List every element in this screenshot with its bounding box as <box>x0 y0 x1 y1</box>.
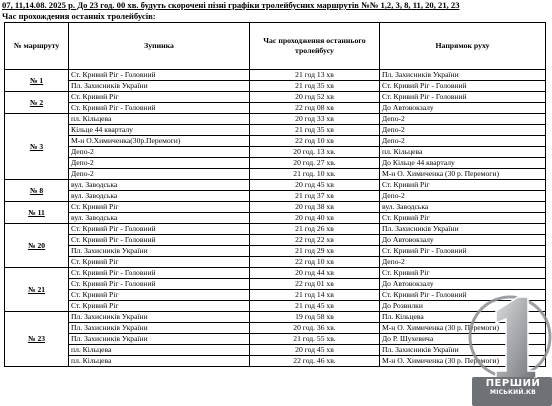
logo-text <box>474 379 552 397</box>
logo-word-miskyi: МІСЬКИЙ.КВ <box>490 389 536 396</box>
time-cell: 22 год 08 хв <box>250 103 380 114</box>
table-row <box>5 224 546 235</box>
time-cell: 20 год 38 хв <box>250 202 380 213</box>
schedule-body <box>5 70 546 367</box>
direction-cell: Депо-2 <box>380 114 546 125</box>
direction-cell: Пл. Захисників України <box>380 224 546 235</box>
direction-cell: Депо-2 <box>380 191 546 202</box>
stop-cell: пл. Кільцева <box>69 356 250 367</box>
stop-cell: пл. Кільцева <box>69 114 250 125</box>
direction-cell: Пл. Захисників України <box>380 70 546 81</box>
route-number-cell: № 1 <box>5 70 69 92</box>
time-cell: 21 год 29 хв <box>250 246 380 257</box>
table-header-row <box>5 23 546 70</box>
route-number-cell: № 3 <box>5 114 69 180</box>
time-cell: 21 год 37 хв <box>250 191 380 202</box>
table-row <box>5 70 546 81</box>
announcement-subtitle: Час прохождения останніх тролейбусів: <box>2 11 156 21</box>
direction-cell: Депо-2 <box>380 136 546 147</box>
stop-cell: Депо-2 <box>69 169 250 180</box>
time-cell: 20 год 52 хв <box>250 92 380 103</box>
direction-cell: Ст. Кривий Ріг <box>380 180 546 191</box>
direction-cell: пл. Кільцева <box>380 147 546 158</box>
direction-cell: М-н О. Химиченка (30 р. Перемоги) <box>380 356 546 367</box>
direction-cell: Депо-2 <box>380 125 546 136</box>
direction-cell: До Автовокзалу <box>380 279 546 290</box>
direction-cell: Ст. Кривий Ріг - Головний <box>380 290 546 301</box>
table-row <box>5 246 546 257</box>
table-row <box>5 235 546 246</box>
direction-cell: До Автовокзалу <box>380 235 546 246</box>
time-cell: 20 год 45 хв <box>250 180 380 191</box>
header-time: Час проходження останнього тролейбусу <box>250 23 380 70</box>
table-row <box>5 147 546 158</box>
logo-word-pershyi: ПЕРШИЙ <box>485 378 541 389</box>
table-row <box>5 257 546 268</box>
table-row <box>5 334 546 345</box>
direction-cell: До Автовокзалу <box>380 103 546 114</box>
table-row <box>5 312 546 323</box>
route-number-cell: № 21 <box>5 268 69 312</box>
route-number-cell: № 23 <box>5 312 69 367</box>
table-row <box>5 301 546 312</box>
table-row <box>5 114 546 125</box>
stop-cell: Ст. Кривий Ріг <box>69 92 250 103</box>
table-row <box>5 169 546 180</box>
time-cell: 20 год 40 хв <box>250 213 380 224</box>
stop-cell: вул. Заводська <box>69 180 250 191</box>
time-cell: 22 год. 46 хв. <box>250 356 380 367</box>
route-number-cell: № 20 <box>5 224 69 268</box>
stop-cell: Кільце 44 кварталу <box>69 125 250 136</box>
stop-cell: М-н О.Химиченка(30р.Перемоги) <box>69 136 250 147</box>
stop-cell: Пл. Захисників України <box>69 334 250 345</box>
header-direction: Напрямок руху <box>380 23 546 70</box>
header-route: № маршруту <box>5 23 69 70</box>
stop-cell: Ст. Кривий Ріг - Головний <box>69 224 250 235</box>
time-cell: 22 год 10 хв <box>250 136 380 147</box>
table-row <box>5 125 546 136</box>
time-cell: 21 год. 55 хв. <box>250 334 380 345</box>
table-row <box>5 180 546 191</box>
table-row <box>5 202 546 213</box>
stop-cell: вул. Заводська <box>69 213 250 224</box>
table-row <box>5 290 546 301</box>
stop-cell: Ст. Кривий Ріг <box>69 257 250 268</box>
time-cell: 20 год. 27 хв. <box>250 158 380 169</box>
table-row <box>5 103 546 114</box>
time-cell: 21 год 35 хв <box>250 125 380 136</box>
stop-cell: вул. Заводська <box>69 191 250 202</box>
direction-cell: До Розвилки <box>380 301 546 312</box>
stop-cell: Ст. Кривий Ріг - Головний <box>69 235 250 246</box>
direction-cell: Депо-2 <box>380 257 546 268</box>
time-cell: 22 год 10 хв <box>250 257 380 268</box>
time-cell: 20 год. 13 хв. <box>250 147 380 158</box>
table-row <box>5 345 546 356</box>
time-cell: 19 год 58 хв <box>250 312 380 323</box>
time-cell: 21 год 26 хв <box>250 224 380 235</box>
direction-cell: М-н О. Химиченка (30 р. Перемоги) <box>380 169 546 180</box>
route-number-cell: № 8 <box>5 180 69 202</box>
direction-cell: Пл. Захисників України <box>380 345 546 356</box>
route-number-cell: № 2 <box>5 92 69 114</box>
table-row <box>5 323 546 334</box>
stop-cell: Ст. Кривий Ріг - Головний <box>69 103 250 114</box>
announcement-title: 07, 11,14.08. 2025 р. До 23 год. 00 хв. будуть скорочені пізні графіки тролейбусних маршрутів №№ 1,2, 3, 8, 11, 20, 21, 23 <box>2 0 460 10</box>
time-cell: 22 год 22 хв <box>250 235 380 246</box>
table-row <box>5 213 546 224</box>
table-row <box>5 268 546 279</box>
direction-cell: До Кільце 44 кварталу <box>380 158 546 169</box>
stop-cell: Пл. Захисників України <box>69 312 250 323</box>
time-cell: 21 год 13 хв <box>250 70 380 81</box>
table-row <box>5 136 546 147</box>
route-number-cell: № 11 <box>5 202 69 224</box>
table-row <box>5 356 546 367</box>
stop-cell: Ст. Кривий Ріг - Головний <box>69 279 250 290</box>
table-row <box>5 279 546 290</box>
stop-cell: Пл. Захисників України <box>69 323 250 334</box>
table-row <box>5 92 546 103</box>
stop-cell: Пл. Захисників України <box>69 246 250 257</box>
table-row <box>5 191 546 202</box>
time-cell: 20 год 44 хв <box>250 268 380 279</box>
direction-cell: Ст. Кривий Ріг - Головний <box>380 246 546 257</box>
stop-cell: пл. Кільцева <box>69 345 250 356</box>
time-cell: 22 год 01 хв <box>250 279 380 290</box>
stop-cell: Депо-2 <box>69 147 250 158</box>
stop-cell: Ст. Кривий Ріг - Головний <box>69 70 250 81</box>
direction-cell: Ст. Кривий Ріг - Головний <box>380 92 546 103</box>
time-cell: 20 год 45 хв <box>250 345 380 356</box>
stop-cell: Ст. Кривий Ріг <box>69 290 250 301</box>
stop-cell: Ст. Кривий Ріг <box>69 202 250 213</box>
table-row <box>5 158 546 169</box>
direction-cell: вул. Заводська <box>380 202 546 213</box>
time-cell: 21 год. 10 хв. <box>250 169 380 180</box>
direction-cell: М-н О. Химиченка (30 р. Перемоги) <box>380 323 546 334</box>
announcement-heading <box>2 0 550 22</box>
stop-cell: Депо-2 <box>69 158 250 169</box>
time-cell: 20 год 33 хв <box>250 114 380 125</box>
direction-cell: Ст. Кривий Ріг - Головний <box>380 81 546 92</box>
stop-cell: Ст. Кривий Ріг - Головний <box>69 268 250 279</box>
direction-cell: Ст. Кривий Ріг <box>380 268 546 279</box>
header-stop: Зупинка <box>69 23 250 70</box>
direction-cell: До Р. Шухевича <box>380 334 546 345</box>
schedule-table <box>4 22 546 367</box>
stop-cell: Пл. Захисників України <box>69 81 250 92</box>
direction-cell: Пл. Кільцева <box>380 312 546 323</box>
table-row <box>5 81 546 92</box>
time-cell: 21 год 14 хв <box>250 290 380 301</box>
time-cell: 20 год. 36 хв. <box>250 323 380 334</box>
time-cell: 21 год 45 хв <box>250 301 380 312</box>
time-cell: 21 год 35 хв <box>250 81 380 92</box>
stop-cell: Ст. Кривий Ріг <box>69 301 250 312</box>
direction-cell: Ст. Кривий Ріг <box>380 213 546 224</box>
